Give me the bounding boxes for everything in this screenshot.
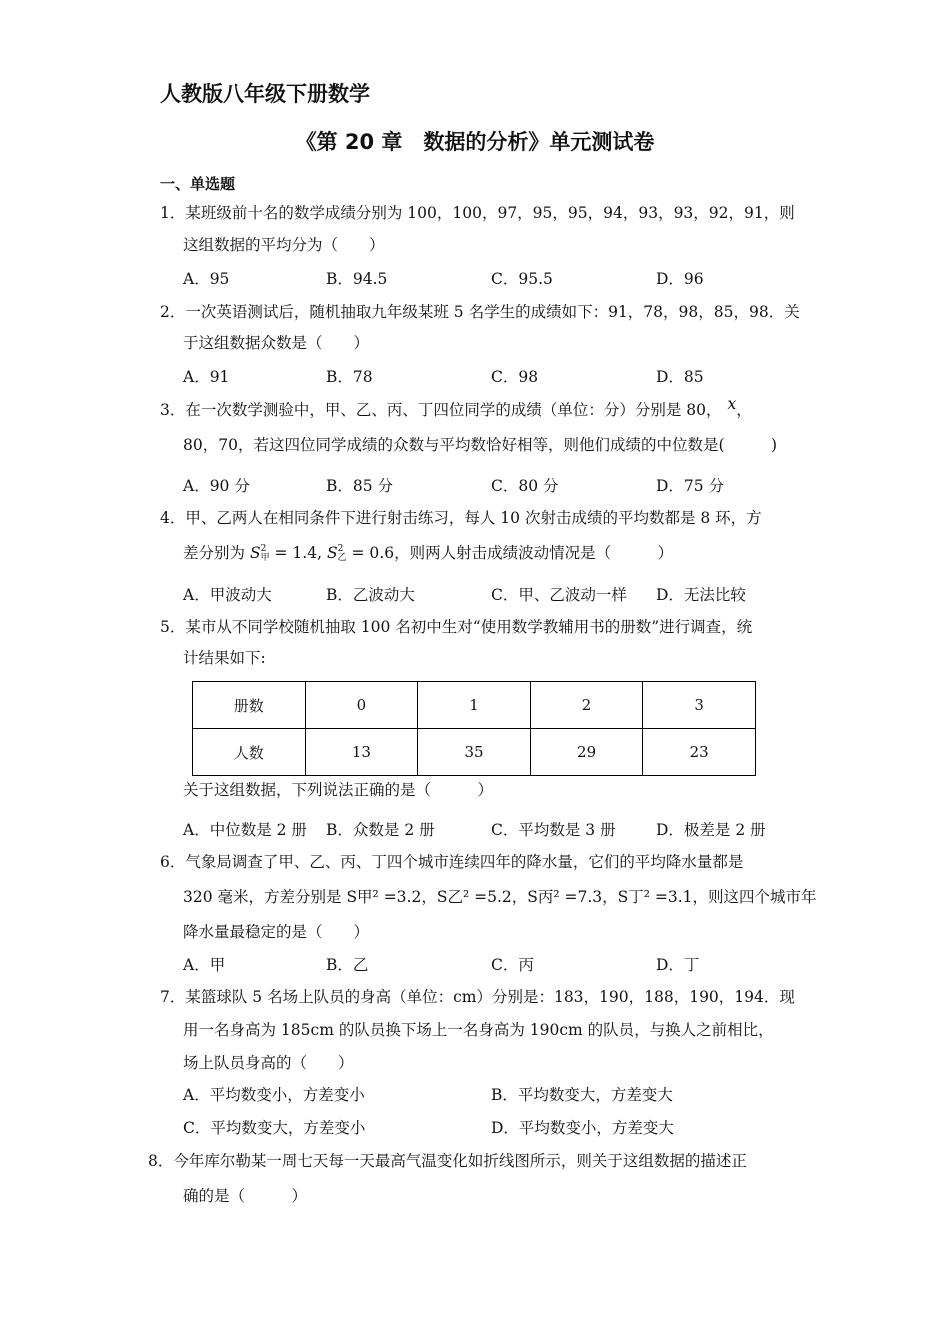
q7-line2: 用一名身高为 185cm 的队员换下场上一名身高为 190cm 的队员，与换人之前相比， (183, 1021, 774, 1039)
q6-option-b: B．乙 (326, 956, 369, 974)
q5-option-a: A．中位数是 2 册 (183, 821, 307, 839)
q3-option-c: C．80 分 (491, 477, 559, 495)
q4-line1: 4．甲、乙两人在相同条件下进行射击练习，每人 10 次射击成绩的平均数都是 8 环，方 (160, 509, 762, 527)
table-cell: 23 (643, 729, 756, 776)
q7-option-b: B．平均数变大，方差变大 (491, 1086, 673, 1104)
q4-option-c: C．甲、乙波动一样 (491, 586, 627, 604)
q8-line1: 8．今年库尔勒某一周七天每一天最高气温变化如折线图所示，则关于这组数据的描述正 (148, 1152, 747, 1170)
q3-variable-x: x (727, 395, 737, 413)
q7-line3: 场上队员身高的（ ） (183, 1054, 354, 1072)
q2-line1: 2．一次英语测试后，随机抽取九年级某班 5 名学生的成绩如下：91，78，98，85，98．关 (160, 303, 800, 321)
q5-option-c: C．平均数是 3 册 (491, 821, 616, 839)
q3-line1-text: 3．在一次数学测验中，甲、乙、丙、丁四位同学的成绩（单位：分）分别是 80， (160, 401, 722, 419)
table-cell: 2 (530, 682, 643, 729)
q6-option-d: D．丁 (656, 956, 700, 974)
q6-option-a: A．甲 (183, 956, 226, 974)
table-cell: 1 (418, 682, 531, 729)
q2-option-a: A．91 (183, 368, 230, 386)
q3-option-b: B．85 分 (326, 477, 394, 495)
table-row (193, 682, 756, 729)
table-cell: 13 (305, 729, 418, 776)
q3-line1 (160, 395, 752, 420)
section-heading: 一、单选题 (160, 175, 236, 193)
q1-option-d: D．96 (656, 270, 704, 288)
q7-line1: 7．某篮球队 5 名场上队员的身高（单位：cm）分别是：183，190，188，190，194．现 (160, 988, 795, 1006)
q5-line1: 5．某市从不同学校随机抽取 100 名初中生对“使用数学教辅用书的册数”进行调查，统 (160, 618, 753, 636)
q7-option-a: A．平均数变小，方差变小 (183, 1086, 365, 1104)
q3-line2: 80，70，若这四位同学成绩的众数与平均数恰好相等，则他们成绩的中位数是( ) (183, 436, 778, 454)
q6-line2: 320 毫米，方差分别是 S甲² =3.2，S乙² =5.2，S丙² =7.3，S丁² =3.1，则这四个城市年 (183, 888, 817, 906)
table-cell: 29 (530, 729, 643, 776)
q1-line2: 这组数据的平均分为（ ） (183, 236, 385, 254)
q4-line2-suffix: ，则两人射击成绩波动情况是（ ） (394, 544, 674, 562)
table-cell: 册数 (193, 682, 306, 729)
q5-option-b: B．众数是 2 册 (326, 821, 435, 839)
q7-option-d: D．平均数变小，方差变大 (491, 1119, 674, 1137)
q2-option-b: B．78 (326, 368, 373, 386)
q3-comma: ， (736, 401, 752, 419)
q4-line2-prefix: 差分别为 (183, 544, 250, 562)
q5-line3: 关于这组数据，下列说法正确的是（ ） (183, 781, 494, 799)
q1-option-c: C．95.5 (491, 270, 553, 288)
q5-data-table (192, 681, 756, 776)
q1-option-a: A．95 (183, 270, 230, 288)
q3-option-a: A．90 分 (183, 477, 250, 495)
table-cell: 人数 (193, 729, 306, 776)
q4-option-d: D．无法比较 (656, 586, 746, 604)
q6-option-c: C．丙 (491, 956, 534, 974)
table-cell: 35 (418, 729, 531, 776)
q5-option-d: D．极差是 2 册 (656, 821, 766, 839)
q5-line2: 计结果如下: (183, 649, 266, 667)
table-row (193, 729, 756, 776)
document-subtitle: 《第 20 章 数据的分析》单元测试卷 (295, 130, 655, 154)
q3-option-d: D．75 分 (656, 477, 725, 495)
q4-variance-formula: S 2 甲 = 1.4, S 2 乙 = 0.6 (249, 544, 395, 563)
q2-option-c: C．98 (491, 368, 539, 386)
q7-option-c: C．平均数变大，方差变小 (183, 1119, 366, 1137)
q4-option-b: B．乙波动大 (326, 586, 415, 604)
q1-option-b: B．94.5 (326, 270, 388, 288)
table-cell: 3 (643, 682, 756, 729)
q6-line1: 6．气象局调查了甲、乙、丙、丁四个城市连续四年的降水量，它们的平均降水量都是 (160, 853, 744, 871)
q4-option-a: A．甲波动大 (183, 586, 272, 604)
q1-line1: 1．某班级前十名的数学成绩分别为 100，100，97，95，95，94，93，93，92，91，则 (160, 204, 795, 222)
q8-line2: 确的是（ ） (183, 1187, 308, 1205)
q6-line3: 降水量最稳定的是（ ） (183, 923, 370, 941)
q4-line2 (183, 543, 673, 563)
table-cell: 0 (305, 682, 418, 729)
q2-line2: 于这组数据众数是（ ） (183, 334, 370, 352)
q2-option-d: D．85 (656, 368, 704, 386)
document-title: 人教版八年级下册数学 (160, 82, 370, 106)
